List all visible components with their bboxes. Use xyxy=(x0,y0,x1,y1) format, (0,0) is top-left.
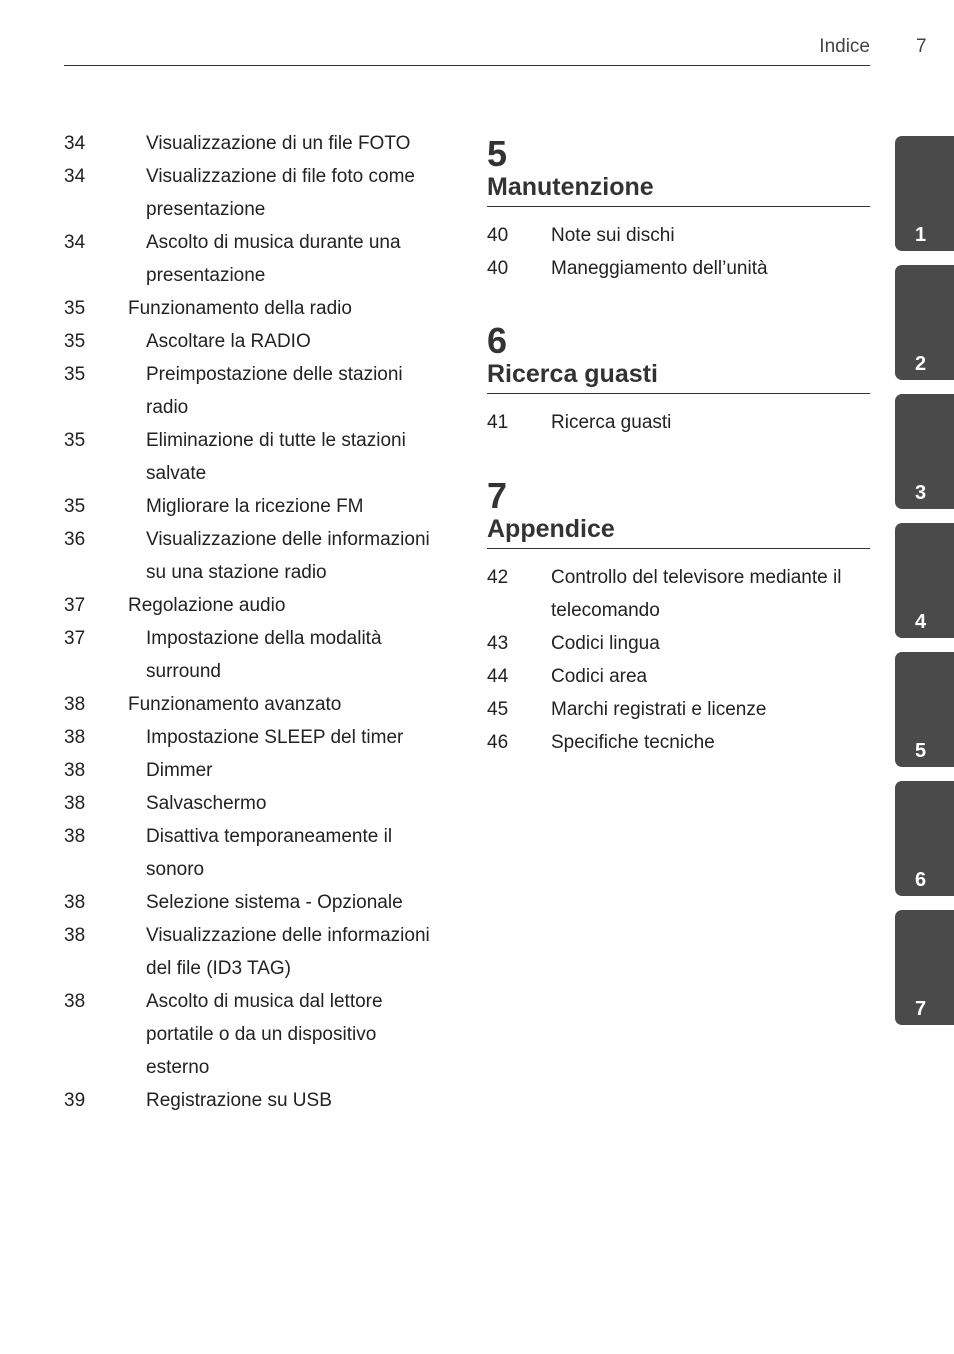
chapter-tab-label: 4 xyxy=(915,611,927,633)
toc-page-number: 38 xyxy=(64,991,86,1012)
toc-entry-title: Impostazione SLEEP del timer xyxy=(146,727,404,748)
toc-entry[interactable] xyxy=(64,490,444,523)
toc-page-number: 45 xyxy=(487,699,509,720)
toc-entry-title: Maneggiamento dell’unità xyxy=(551,258,768,279)
toc-entry-title: Selezione sistema - Opzionale xyxy=(146,892,403,913)
page-number: 7 xyxy=(916,36,927,57)
toc-page-number: 34 xyxy=(64,232,86,253)
toc-entry[interactable] xyxy=(487,693,870,726)
toc-page-number: 38 xyxy=(64,925,86,946)
toc-entry[interactable] xyxy=(64,886,444,919)
toc-entry[interactable] xyxy=(64,622,444,688)
chapter-entries xyxy=(487,406,870,439)
toc-page-number: 44 xyxy=(487,666,509,687)
chapter-tab-4[interactable] xyxy=(895,523,954,638)
toc-entry-title: Visualizzazione delle informazioni su una stazione radio xyxy=(146,529,430,583)
toc-entry-title: Controllo del televisore mediante il telecomando xyxy=(551,567,842,621)
toc-entry[interactable] xyxy=(487,406,870,439)
toc-entry[interactable] xyxy=(64,754,444,787)
toc-entry[interactable] xyxy=(64,160,444,226)
toc-page-number: 37 xyxy=(64,595,86,616)
toc-entry[interactable] xyxy=(487,660,870,693)
chapter-entries xyxy=(487,219,870,285)
chapter-title: Appendice xyxy=(487,514,870,549)
toc-page-number: 35 xyxy=(64,496,86,517)
toc-entry[interactable] xyxy=(487,219,870,252)
toc-page-number: 40 xyxy=(487,258,509,279)
chapter-title: Ricerca guasti xyxy=(487,359,870,394)
toc-entry[interactable] xyxy=(64,226,444,292)
toc-entry[interactable] xyxy=(487,561,870,627)
chapter-tab-label: 1 xyxy=(915,224,927,246)
toc-page-number: 38 xyxy=(64,826,86,847)
toc-page-number: 35 xyxy=(64,331,86,352)
toc-entry-title: Salvaschermo xyxy=(146,793,267,814)
toc-entry[interactable] xyxy=(487,726,870,759)
toc-entry[interactable] xyxy=(64,358,444,424)
toc-entry[interactable] xyxy=(64,985,444,1084)
toc-entry-title: Ascoltare la RADIO xyxy=(146,331,311,352)
toc-entry[interactable] xyxy=(64,424,444,490)
chapter-number: 6 xyxy=(487,320,508,361)
chapter-tab-label: 2 xyxy=(915,353,927,375)
toc-entry-title: Disattiva temporaneamente il sonoro xyxy=(146,826,393,880)
toc-entry-title: Preimpostazione delle stazioni radio xyxy=(146,364,403,418)
toc-page-number: 43 xyxy=(487,633,509,654)
toc-entry[interactable] xyxy=(64,820,444,886)
toc-entry-title: Visualizzazione di file foto come presentazione xyxy=(146,166,415,220)
toc-entry-title: Regolazione audio xyxy=(128,595,286,616)
toc-entry[interactable] xyxy=(487,627,870,660)
chapter-entries xyxy=(487,561,870,759)
toc-page-number: 42 xyxy=(487,567,509,588)
toc-entry[interactable] xyxy=(64,292,444,325)
toc-entry[interactable] xyxy=(64,688,444,721)
chapter-number: 5 xyxy=(487,133,508,174)
toc-page-number: 35 xyxy=(64,298,86,319)
toc-entry[interactable] xyxy=(64,787,444,820)
toc-entry[interactable] xyxy=(487,252,870,285)
toc-entry-title: Impostazione della modalità surround xyxy=(146,628,382,682)
toc-entry[interactable] xyxy=(64,919,444,985)
toc-entry[interactable] xyxy=(64,589,444,622)
chapter-title: Manutenzione xyxy=(487,172,870,207)
chapter-tab-label: 3 xyxy=(915,482,927,504)
toc-entry[interactable] xyxy=(64,325,444,358)
toc-entry-title: Specifiche tecniche xyxy=(551,732,715,753)
toc-entry-title: Codici lingua xyxy=(551,633,660,654)
toc-left-column xyxy=(64,127,444,1117)
toc-page-number: 38 xyxy=(64,892,86,913)
toc-entry-title: Visualizzazione delle informazioni del file (ID3 TAG) xyxy=(146,925,430,979)
toc-entry[interactable] xyxy=(64,1084,444,1117)
chapter-tab-1[interactable] xyxy=(895,136,954,251)
chapter-tab-3[interactable] xyxy=(895,394,954,509)
toc-page-number: 38 xyxy=(64,793,86,814)
toc-entry-title: Eliminazione di tutte le stazioni salvate xyxy=(146,430,406,484)
toc-page-number: 34 xyxy=(64,133,86,154)
toc-entry-title: Visualizzazione di un file FOTO xyxy=(146,133,411,154)
toc-entry-title: Migliorare la ricezione FM xyxy=(146,496,364,517)
chapter-number: 7 xyxy=(487,475,508,516)
toc-entry-title: Dimmer xyxy=(146,760,213,781)
toc-entry-title: Marchi registrati e licenze xyxy=(551,699,767,720)
header-title: Indice xyxy=(819,36,870,57)
chapter-tab-5[interactable] xyxy=(895,652,954,767)
chapter-tab-label: 6 xyxy=(915,869,927,891)
toc-page-number: 35 xyxy=(64,430,86,451)
toc-entry[interactable] xyxy=(64,721,444,754)
toc-page-number: 36 xyxy=(64,529,86,550)
toc-page-number: 40 xyxy=(487,225,509,246)
chapter-tab-label: 7 xyxy=(915,998,927,1020)
toc-entry-title: Note sui dischi xyxy=(551,225,675,246)
chapter-tab-2[interactable] xyxy=(895,265,954,380)
toc-entry-title: Ricerca guasti xyxy=(551,412,672,433)
chapter-5-section xyxy=(487,133,870,285)
toc-page-number: 38 xyxy=(64,694,86,715)
chapter-7-section xyxy=(487,475,870,759)
toc-page-number: 38 xyxy=(64,760,86,781)
toc-entry[interactable] xyxy=(64,523,444,589)
chapter-tab-label: 5 xyxy=(915,740,927,762)
toc-page-number: 37 xyxy=(64,628,86,649)
toc-page-number: 41 xyxy=(487,412,509,433)
chapter-tab-6[interactable] xyxy=(895,781,954,896)
toc-page-number: 39 xyxy=(64,1090,86,1111)
toc-entry-title: Funzionamento avanzato xyxy=(128,694,342,715)
toc-entry-title: Ascolto di musica dal lettore portatile o da un dispositivo esterno xyxy=(146,991,383,1078)
toc-entry[interactable] xyxy=(64,127,444,160)
toc-entry-title: Registrazione su USB xyxy=(146,1090,332,1111)
chapter-tab-7[interactable] xyxy=(895,910,954,1025)
toc-page-number: 34 xyxy=(64,166,86,187)
chapter-6-section xyxy=(487,320,870,439)
toc-entry-title: Codici area xyxy=(551,666,648,687)
toc-page-number: 46 xyxy=(487,732,509,753)
toc-entry-title: Ascolto di musica durante una presentazione xyxy=(146,232,401,286)
toc-entry-title: Funzionamento della radio xyxy=(128,298,352,319)
toc-page-number: 38 xyxy=(64,727,86,748)
page-header xyxy=(64,0,870,66)
toc-page-number: 35 xyxy=(64,364,86,385)
